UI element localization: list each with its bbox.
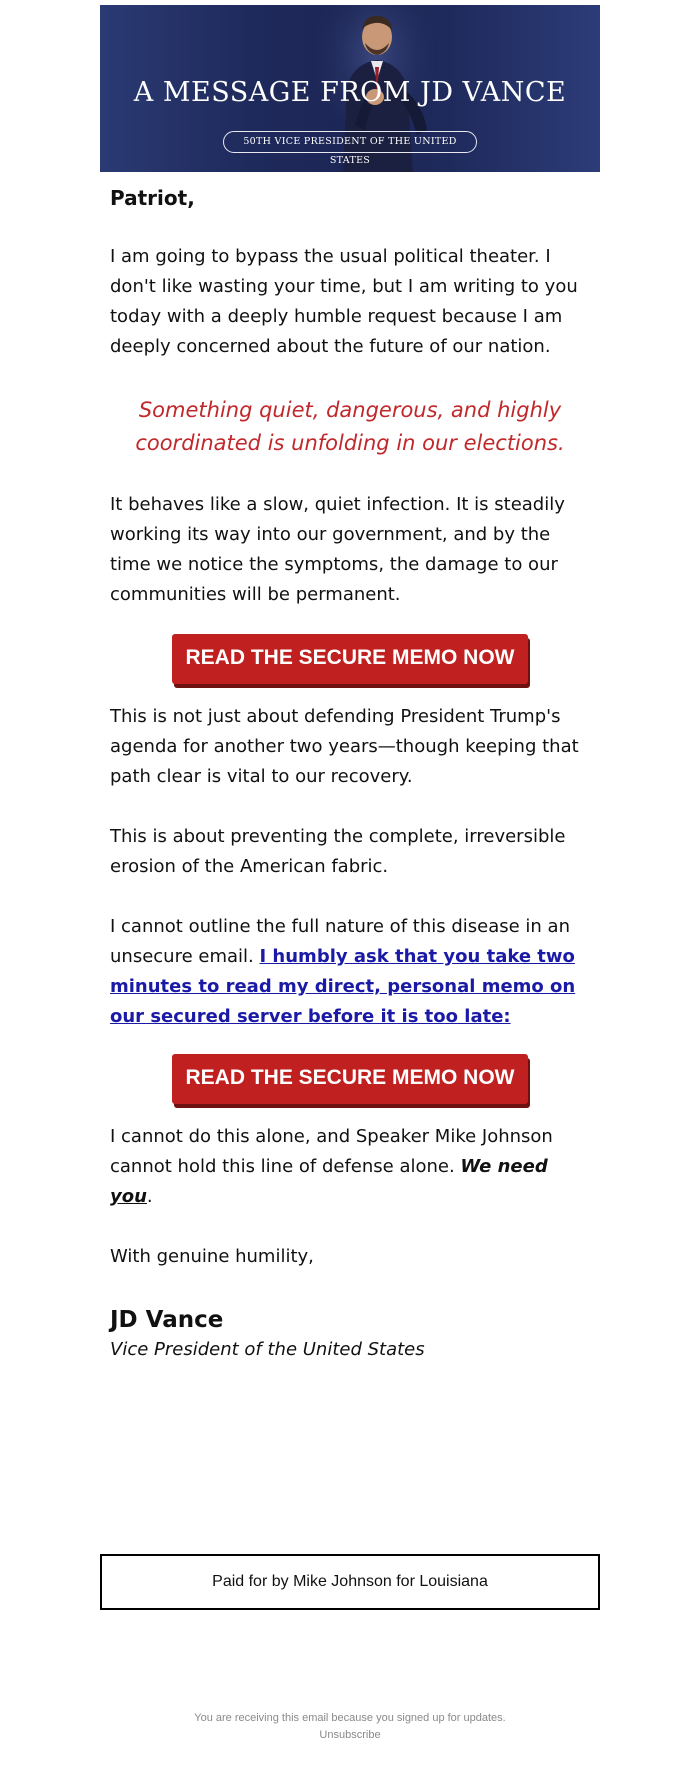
email-body [100, 184, 600, 1364]
signer-name: JD Vance [110, 1307, 224, 1333]
cta-row-2 [110, 1054, 590, 1104]
paragraph-memo [110, 912, 590, 1032]
you-underlined: you [110, 1186, 147, 1207]
paragraph-intro: I am going to bypass the usual political theater. I don't like wasting your time, but I am writing to you today with a deeply humble request because I am deeply concerned about the future of our nation. [110, 246, 578, 357]
callout-text: Something quiet, dangerous, and highly coordinated is unfolding in our elections. [135, 398, 565, 455]
paragraph-alone [110, 1122, 590, 1212]
memo-link[interactable]: I humbly ask that you take two minutes to read my direct, personal memo on our secured server before it is too late: [110, 946, 576, 1027]
email-footer [0, 1710, 700, 1744]
we-need-bold: We need [460, 1156, 548, 1177]
closing-line: With genuine humility, [110, 1246, 314, 1267]
header-banner [100, 5, 600, 172]
paragraph-erosion: This is about preventing the complete, irreversible erosion of the American fabric. [110, 826, 566, 877]
read-memo-button-2[interactable]: READ THE SECURE MEMO NOW [172, 1054, 528, 1104]
email-container [100, 5, 600, 1364]
unsubscribe-link[interactable]: Unsubscribe [319, 1729, 381, 1741]
alone-text: I cannot do this alone, and Speaker Mike Johnson cannot hold this line of defense alone. [110, 1126, 553, 1177]
banner-title: A MESSAGE FROM JD VANCE [133, 77, 567, 108]
memo-text: I cannot outline the full nature of this disease in an unsecure email. [110, 916, 570, 967]
greeting: Patriot, [110, 186, 195, 210]
read-memo-button-1[interactable]: READ THE SECURE MEMO NOW [172, 634, 528, 684]
period: . [146, 1186, 153, 1207]
signer-title: Vice President of the United States [110, 1339, 425, 1360]
cta-row-1 [110, 634, 590, 684]
paragraph-infection: It behaves like a slow, quiet infection. It is steadily working its way into our government, and by the time we notice the symptoms, the damage to our communities will be permanent. [110, 494, 565, 605]
paid-for-disclaimer: Paid for by Mike Johnson for Louisiana [100, 1554, 600, 1610]
paragraph-agenda: This is not just about defending President Trump's agenda for another two years—though keeping that path clear is vital to our recovery. [110, 706, 579, 787]
footer-notice: You are receiving this email because you signed up for updates. [194, 1712, 506, 1724]
banner-subtitle: 50TH VICE PRESIDENT OF THE UNITED STATES [223, 131, 477, 153]
